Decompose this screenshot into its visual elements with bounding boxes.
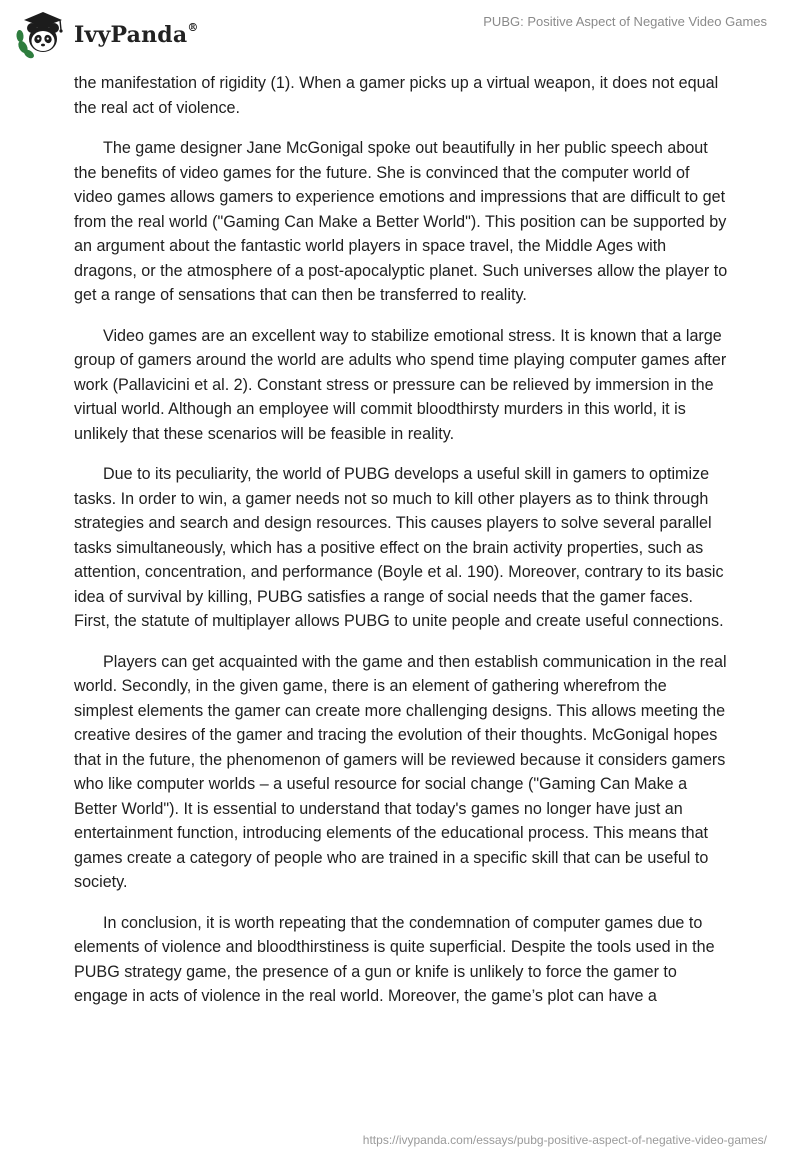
paragraph: In conclusion, it is worth repeating that the condemnation of computer games due to elements of violence and bloodthirstiness is quite superficial. Despite the tools used in the PUBG strategy game, the presence of a gun or knife is unlikely to force the gamer to engage in acts of violence in the real world. Moreover, the game’s plot can have a bbox=[74, 913, 715, 1005]
registered-mark: ® bbox=[187, 20, 199, 34]
ivypanda-logo[interactable] bbox=[14, 6, 199, 60]
paragraph: Due to its peculiarity, the world of PUBG develops a useful skill in gamers to optimize tasks. In order to win, a gamer needs not so much to kill other players as to think through strategies and search and design resources. This causes players to solve several parallel tasks simultaneously, which has a positive effect on the brain activity properties, such as attention, concentration, and performance (Boyle et al. 190). Moreover, contrary to its basic idea of survival by killing, PUBG satisfies a range of social needs that the gamer faces. First, the statute of multiplayer allows PUBG to unite people and create useful connections. bbox=[74, 465, 724, 630]
running-title: PUBG: Positive Aspect of Negative Video Games bbox=[483, 14, 767, 29]
panda-graduation-cap-icon bbox=[14, 6, 70, 60]
brand-name: IvyPanda® bbox=[74, 20, 199, 48]
source-url[interactable]: https://ivypanda.com/essays/pubg-positive-aspect-of-negative-video-games/ bbox=[362, 1133, 767, 1147]
paragraph: Players can get acquainted with the game and then establish communication in the real world. Secondly, in the given game, there is an element of gathering wherefrom the simplest elements the gamer can create more challenging designs. This allows meeting the creative desires of the gamer and tracing the evolution of their thoughts. McGonigal hopes that in the future, the phenomenon of gamers will be reviewed because it considers gamers who like computer worlds – a useful resource for social change ("Gaming Can Make a Better World"). It is essential to understand that today's games no longer have just an entertainment function, introducing elements of the educational process. This means that games create a category of people who are trained in a specific skill that can be useful to society. bbox=[74, 652, 727, 891]
essay-body bbox=[74, 71, 728, 1025]
paragraph: The game designer Jane McGonigal spoke out beautifully in her public speech about the benefits of video games for the future. She is convinced that the computer world of video games allows gamers to experience emotions and impressions that are difficult to get from the real world ("Gaming Can Make a Better World"). This position can be supported by an argument about the fantastic world players in space travel, the Middle Ages with dragons, or the atmosphere of a post-apocalyptic planet. Such universes allow the player to get a range of sensations that can then be transferred to reality. bbox=[74, 139, 728, 304]
paragraph: Video games are an excellent way to stabilize emotional stress. It is known that a large group of gamers around the world are adults who spend time playing computer games after work (Pallavicini et al. 2). Constant stress or pressure can be relieved by immersion in the virtual world. Although an employee will commit bloodthirsty murders in this world, it is unlikely that these scenarios will be feasible in reality. bbox=[74, 326, 727, 443]
paragraph: the manifestation of rigidity (1). When a gamer picks up a virtual weapon, it does not equal the real act of violence. bbox=[74, 74, 719, 117]
page-header bbox=[0, 0, 800, 70]
